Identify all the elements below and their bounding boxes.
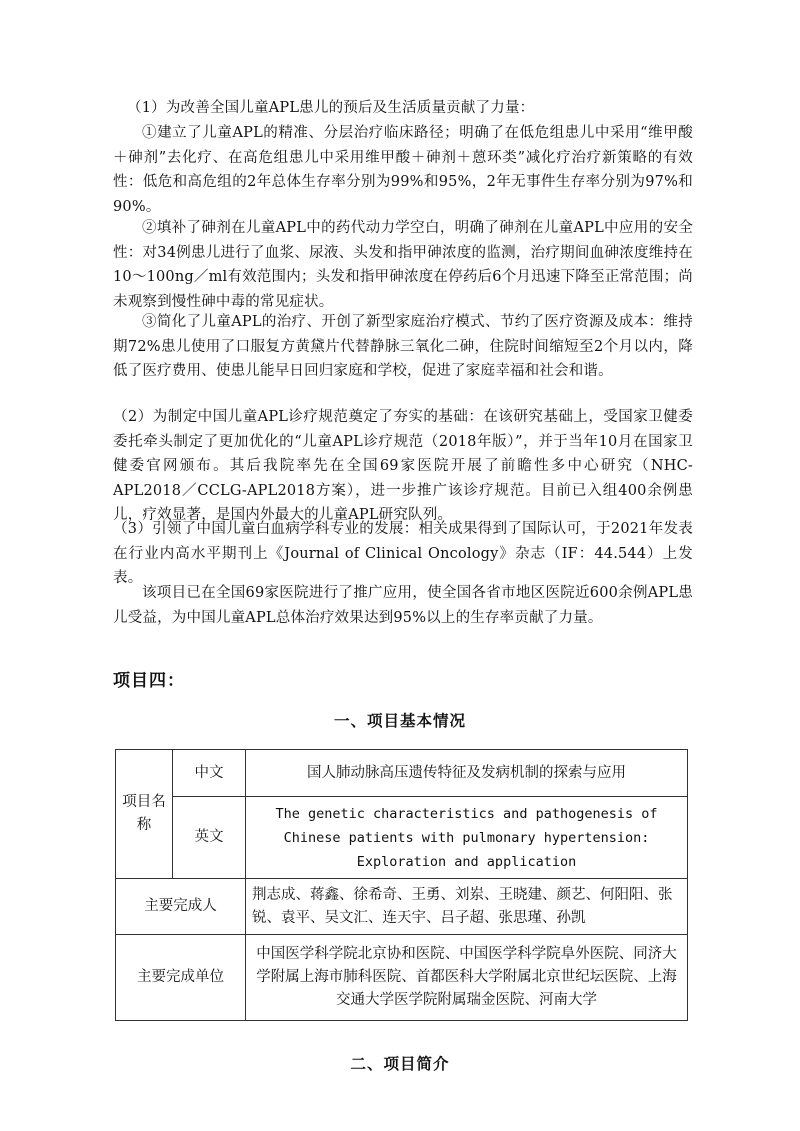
paragraph-3: ②填补了砷剂在儿童APL中的药代动力学空白，明确了砷剂在儿童APL中应用的安全性：对34例患儿进行了血浆、尿液、头发和指甲砷浓度的监测，治疗期间血砷浓度维持在10～100ng／ml有效范围内；头发和指甲砷浓度在停药后6个月迅速下降至正常范围；尚未观察到慢性砷中毒的常见症状。 (113, 220, 693, 310)
paragraph-2: ①建立了儿童APL的精准、分层治疗临床路径；明确了在低危组患儿中采用“维甲酸＋砷剂”去化疗、在高危组患儿中采用维甲酸＋砷剂＋蒽环类”减化疗治疗新策略的有效性：低危和高危组的2年总体生存率分别为99%和95%，2年无事件生存率分别为97%和90%。 (113, 125, 693, 215)
main-contributors-label: 主要完成人 (116, 879, 246, 935)
section-title-summary: 二、项目简介 (350, 1054, 450, 1073)
paragraph-6: （3）引领了中国儿童白血病学科专业的发展：相关成果得到了国际认可，于2021年发表在行业内高水平期刊上《Journal of Clinical Oncology》杂志（IF：44.544）上发表。 (113, 521, 693, 586)
project-name-label: 项目名称 (116, 750, 173, 879)
chinese-label: 中文 (173, 750, 246, 797)
paragraph-4: ③简化了儿童APL的治疗、开创了新型家庭治疗模式、节约了医疗资源及成本：维持期72%患儿使用了口服复方黄黛片代替静脉三氧化二砷，住院时间缩短至2个月以内，降低了医疗费用、使患儿能早日回归家庭和学校，促进了家庭幸福和社会和谐。 (113, 314, 693, 379)
paragraph-5: （2）为制定中国儿童APL诊疗规范奠定了夯实的基础：在该研究基础上，受国家卫健委委托牵头制定了更加优化的“儿童APL诊疗规范（2018年版）”，并于当年10月在国家卫健委官网颁布。其后我院率先在全国69家医院开展了前瞻性多中心研究（NHC-APL2018／CCLG-APL2018方案），进一步推广该诊疗规范。目前已入组400余例患儿，疗效显著，是国内外最大的儿童APL研究队列。 (113, 409, 693, 523)
section-title-basic-info: 一、项目基本情况 (333, 711, 466, 730)
english-label: 英文 (173, 797, 246, 879)
paragraph-1: （1）为改善全国儿童APL患儿的预后及生活质量贡献了力量： (127, 100, 535, 116)
main-units-label: 主要完成单位 (116, 935, 246, 1021)
main-units-value: 中国医学科学院北京协和医院、中国医学科学院阜外医院、同济大学附属上海市肺科医院、首都医科大学附属北京世纪坛医院、上海交通大学医学院附属瑞金医院、河南大学 (246, 935, 688, 1021)
main-contributors-value: 荆志成、蒋鑫、徐希奇、王勇、刘岽、王晓建、颜艺、何阳阳、张锐、袁平、吴文汇、连天宇、吕子超、张思瑾、孙凯 (246, 879, 688, 935)
chinese-name-value: 国人肺动脉高压遗传特征及发病机制的探索与应用 (246, 750, 688, 797)
project-heading: 项目四： (113, 671, 185, 691)
project-info-table (115, 749, 688, 1021)
paragraph-7: 该项目已在全国69家医院进行了推广应用，使全国各省市地区医院近600余例APL患儿受益，为中国儿童APL总体治疗效果达到95%以上的生存率贡献了力量。 (113, 585, 693, 626)
english-name-value: The genetic characteristics and pathogenesis of Chinese patients with pulmonary hypertension: Exploration and application (246, 797, 688, 879)
